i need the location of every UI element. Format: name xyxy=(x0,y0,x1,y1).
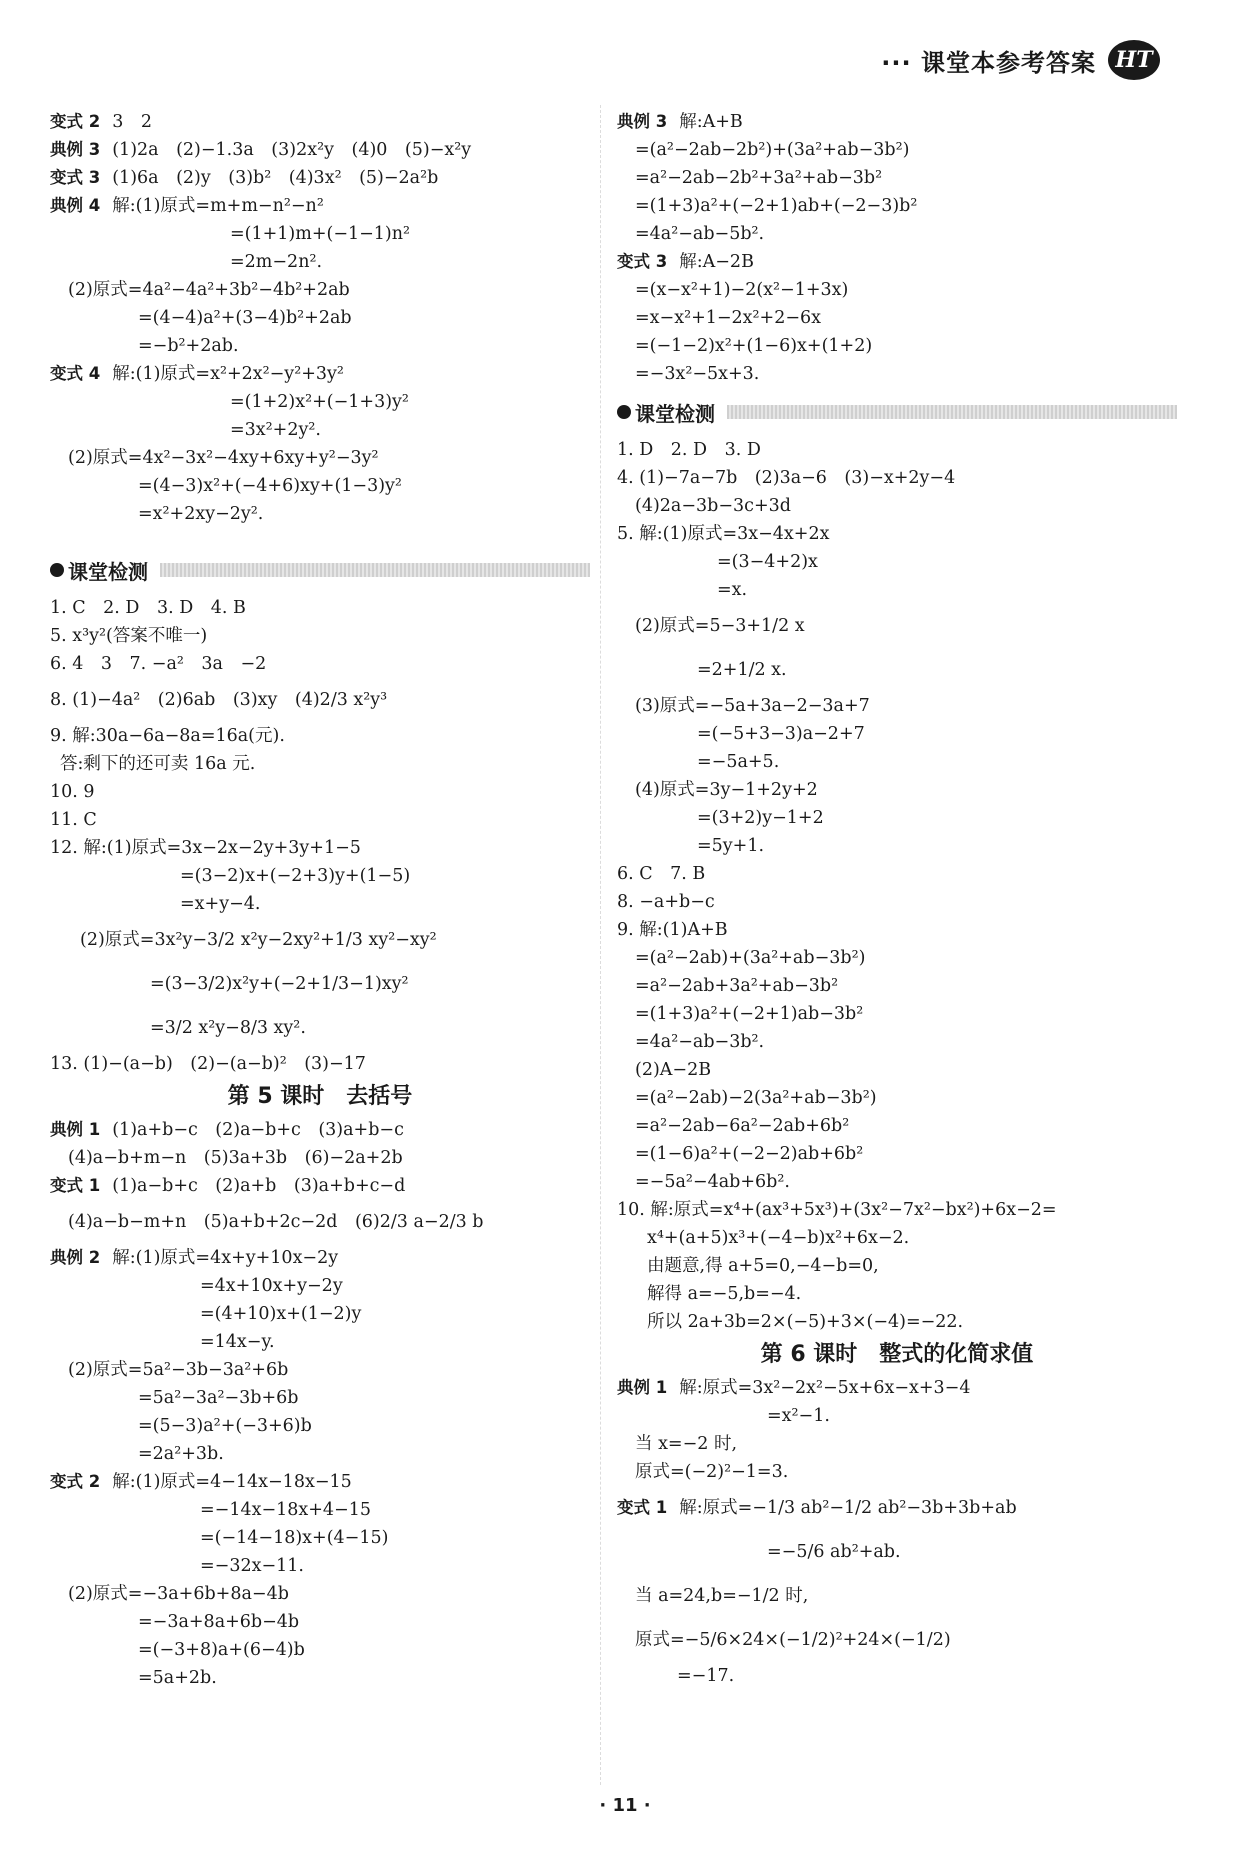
answer-line xyxy=(50,136,590,164)
answer-line xyxy=(50,1384,590,1412)
answer-line xyxy=(617,604,1177,648)
answer-text: (1)2a (2)−1.3a (3)2x²y (4)0 (5)−x²y xyxy=(112,140,472,160)
answer-line xyxy=(617,1000,1177,1028)
example-label: 典例 3 xyxy=(50,140,101,159)
answer-text: =5a+2b. xyxy=(138,1668,217,1688)
answer-line xyxy=(50,594,590,622)
answer-line xyxy=(50,962,590,1006)
answer-line xyxy=(50,360,590,388)
answer-line xyxy=(50,276,590,304)
answer-text: =5a²−3a²−3b+6b xyxy=(138,1388,299,1408)
answer-text: =3x²+2y². xyxy=(230,420,321,440)
answer-line xyxy=(50,1636,590,1664)
answer-text: 10. 解:原式=x⁴+(ax³+5x³)+(3x²−7x²−bx²)+6x−2= xyxy=(617,1200,1057,1220)
answer-text: 6. 4 3 7. −a² 3a −2 xyxy=(50,654,267,674)
answer-text: =(3+2)y−1+2 xyxy=(697,808,824,828)
answer-text: =x²+2xy−2y². xyxy=(138,504,264,524)
answer-line xyxy=(50,1524,590,1552)
section-bar xyxy=(727,405,1177,419)
answer-text: 1. D 2. D 3. D xyxy=(617,440,761,460)
answer-line xyxy=(617,1662,1177,1690)
answer-text: (2)A−2B xyxy=(635,1060,712,1080)
answer-line xyxy=(617,360,1177,388)
answer-line xyxy=(50,862,590,890)
answer-line xyxy=(50,806,590,834)
answer-text: =2m−2n². xyxy=(230,252,323,272)
answer-text: 10. 9 xyxy=(50,782,95,802)
answer-line xyxy=(50,444,590,472)
answer-text: 解:A+B xyxy=(679,112,743,132)
answer-text: (2)原式=4x²−3x²−4xy+6xy+y²−3y² xyxy=(68,448,379,468)
answer-text: 12. 解:(1)原式=3x−2x−2y+3y+1−5 xyxy=(50,838,361,858)
answer-text: 8. (1)−4a² (2)6ab (3)xy (4)2/3 x²y³ xyxy=(50,690,388,710)
answer-line xyxy=(617,304,1177,332)
answer-line xyxy=(50,248,590,276)
answer-text: =4a²−ab−3b². xyxy=(635,1032,765,1052)
answer-text: =−3x²−5x+3. xyxy=(635,364,760,384)
answer-text: 解:原式=3x²−2x²−5x+6x−x+3−4 xyxy=(679,1378,971,1398)
answer-line xyxy=(617,548,1177,576)
answer-text: 原式=−5/6×24×(−1/2)²+24×(−1/2) xyxy=(635,1630,951,1650)
header-title: ··· 课堂本参考答案 xyxy=(881,48,1096,77)
answer-line xyxy=(50,1272,590,1300)
answer-text: =−5a²−4ab+6b². xyxy=(635,1172,790,1192)
answer-line xyxy=(617,1084,1177,1112)
answer-line xyxy=(50,1664,590,1692)
answer-line xyxy=(617,1374,1177,1402)
answer-line xyxy=(50,1328,590,1356)
answer-line xyxy=(617,108,1177,136)
answer-text: =(−14−18)x+(4−15) xyxy=(200,1528,389,1548)
lesson-title: 第 6 课时 整式的化简求值 xyxy=(760,1342,1034,1367)
answer-line xyxy=(617,248,1177,276)
example-label: 典例 4 xyxy=(50,196,101,215)
answer-line xyxy=(617,1308,1177,1336)
answer-line xyxy=(50,500,590,528)
answer-line xyxy=(50,1608,590,1636)
answer-text: 解得 a=−5,b=−4. xyxy=(647,1284,802,1304)
answer-line xyxy=(617,692,1177,720)
answer-line xyxy=(50,890,590,918)
answer-text: 答:剩下的还可卖 16a 元. xyxy=(60,754,256,774)
section-title: 课堂检测 xyxy=(68,559,148,584)
answer-text: =4x+10x+y−2y xyxy=(200,1276,343,1296)
answer-text: 1. C 2. D 3. D 4. B xyxy=(50,598,246,618)
answer-text: =−14x−18x+4−15 xyxy=(200,1500,371,1520)
answer-line xyxy=(50,1050,590,1078)
example-label: 变式 3 xyxy=(50,168,101,187)
page-header xyxy=(881,40,1160,80)
answer-line xyxy=(617,1140,1177,1168)
answer-line xyxy=(617,888,1177,916)
example-label: 典例 2 xyxy=(50,1248,101,1267)
answer-line xyxy=(50,192,590,220)
answer-text: =a²−2ab−6a²−2ab+6b² xyxy=(635,1116,850,1136)
answer-line xyxy=(617,1280,1177,1308)
answer-line xyxy=(617,1574,1177,1618)
answer-line xyxy=(50,416,590,444)
answer-text: 9. 解:(1)A+B xyxy=(617,920,728,940)
answer-line xyxy=(617,1530,1177,1574)
section-heading xyxy=(50,552,590,588)
answer-text: 3 2 xyxy=(112,112,153,132)
answer-text: =5y+1. xyxy=(697,836,765,856)
answer-text: 解:(1)原式=4−14x−18x−15 xyxy=(112,1472,352,1492)
answer-line xyxy=(50,388,590,416)
answer-text: =4a²−ab−5b². xyxy=(635,224,765,244)
example-label: 变式 2 xyxy=(50,112,101,131)
answer-line xyxy=(50,650,590,678)
answer-line xyxy=(617,916,1177,944)
answer-line xyxy=(617,220,1177,248)
answer-line xyxy=(617,1402,1177,1430)
answer-text: =(4−4)a²+(3−4)b²+2ab xyxy=(138,308,352,328)
answer-text: =(3−2)x+(−2+3)y+(1−5) xyxy=(180,866,411,886)
answer-text: =−32x−11. xyxy=(200,1556,304,1576)
answer-text: 13. (1)−(a−b) (2)−(a−b)² (3)−17 xyxy=(50,1054,366,1074)
answer-text: =(−3+8)a+(6−4)b xyxy=(138,1640,305,1660)
column-divider xyxy=(600,105,601,1785)
answer-text: 9. 解:30a−6a−8a=16a(元). xyxy=(50,726,285,746)
example-label: 典例 1 xyxy=(50,1120,101,1139)
answer-text: (3)原式=−5a+3a−2−3a+7 xyxy=(635,696,870,716)
example-label: 变式 3 xyxy=(617,252,668,271)
answer-line xyxy=(617,860,1177,888)
answer-text: =x+y−4. xyxy=(180,894,261,914)
answer-line xyxy=(50,332,590,360)
answer-text: (2)原式=4a²−4a²+3b²−4b²+2ab xyxy=(68,280,350,300)
example-label: 典例 3 xyxy=(617,112,668,131)
answer-text: (4)a−b+m−n (5)3a+3b (6)−2a+2b xyxy=(68,1148,403,1168)
answer-text: =(1−6)a²+(−2−2)ab+6b² xyxy=(635,1144,864,1164)
answer-line xyxy=(617,1458,1177,1486)
right-column xyxy=(617,108,1177,1690)
answer-text: (4)a−b−m+n (5)a+b+2c−2d (6)2/3 a−2/3 b xyxy=(68,1212,484,1232)
answer-line xyxy=(50,678,590,722)
left-column xyxy=(50,108,590,1692)
answer-text: 11. C xyxy=(50,810,97,830)
answer-text: =−3a+8a+6b−4b xyxy=(138,1612,300,1632)
answer-text: =2a²+3b. xyxy=(138,1444,224,1464)
answer-line xyxy=(50,1552,590,1580)
example-label: 变式 1 xyxy=(617,1498,668,1517)
answer-line xyxy=(617,1168,1177,1196)
answer-text: (2)原式=3x²y−3/2 x²y−2xy²+1/3 xy²−xy² xyxy=(80,930,437,950)
bullet-icon xyxy=(50,563,64,577)
answer-text: =−5/6 ab²+ab. xyxy=(767,1542,901,1562)
answer-line xyxy=(50,1144,590,1172)
answer-line xyxy=(617,164,1177,192)
answer-text: =2+1/2 x. xyxy=(697,660,787,680)
bullet-icon xyxy=(617,405,631,419)
answer-text: =(1+1)m+(−1−1)n² xyxy=(230,224,411,244)
section-heading xyxy=(617,394,1177,430)
answer-text: 4. (1)−7a−7b (2)3a−6 (3)−x+2y−4 xyxy=(617,468,956,488)
answer-text: (1)6a (2)y (3)b² (4)3x² (5)−2a²b xyxy=(112,168,439,188)
answer-line xyxy=(617,136,1177,164)
example-label: 典例 1 xyxy=(617,1378,668,1397)
answer-line xyxy=(50,1496,590,1524)
answer-text: (1)a+b−c (2)a−b+c (3)a+b−c xyxy=(112,1120,404,1140)
answer-text: =(4−3)x²+(−4+6)xy+(1−3)y² xyxy=(138,476,402,496)
answer-line xyxy=(50,472,590,500)
answer-text: =(−5+3−3)a−2+7 xyxy=(697,724,865,744)
example-label: 变式 1 xyxy=(50,1176,101,1195)
answer-line xyxy=(50,304,590,332)
answer-line xyxy=(617,1486,1177,1530)
answer-line xyxy=(50,1006,590,1050)
answer-text: 当 a=24,b=−1/2 时, xyxy=(635,1586,809,1606)
answer-text: (2)原式=−3a+6b+8a−4b xyxy=(68,1584,289,1604)
answer-line xyxy=(617,464,1177,492)
answer-text: =x. xyxy=(717,580,748,600)
answer-text: =(a²−2ab−2b²)+(3a²+ab−3b²) xyxy=(635,140,910,160)
answer-text: =a²−2ab+3a²+ab−3b² xyxy=(635,976,839,996)
answer-line xyxy=(617,1056,1177,1084)
answer-line xyxy=(50,622,590,650)
answer-text: 当 x=−2 时, xyxy=(635,1434,738,1454)
answer-text: (1)a−b+c (2)a+b (3)a+b+c−d xyxy=(112,1176,406,1196)
answer-line xyxy=(617,492,1177,520)
answer-line xyxy=(617,436,1177,464)
answer-line xyxy=(617,332,1177,360)
answer-line xyxy=(617,1028,1177,1056)
answer-text: x⁴+(a+5)x³+(−4−b)x²+6x−2. xyxy=(647,1228,910,1248)
answer-text: 解:A−2B xyxy=(679,252,754,272)
answer-line xyxy=(50,834,590,862)
answer-line xyxy=(617,192,1177,220)
answer-text: (4)2a−3b−3c+3d xyxy=(635,496,791,516)
answer-line xyxy=(617,832,1177,860)
answer-line xyxy=(50,1244,590,1272)
answer-text: =(5−3)a²+(−3+6)b xyxy=(138,1416,312,1436)
answer-line xyxy=(50,1356,590,1384)
answer-text: =(1+3)a²+(−2+1)ab−3b² xyxy=(635,1004,864,1024)
answer-text: 由题意,得 a+5=0,−4−b=0, xyxy=(647,1256,879,1276)
answer-text: 解:(1)原式=m+m−n²−n² xyxy=(112,196,324,216)
answer-line xyxy=(50,722,590,750)
answer-text: 5. 解:(1)原式=3x−4x+2x xyxy=(617,524,830,544)
answer-text: =x−x²+1−2x²+2−6x xyxy=(635,308,822,328)
answer-line xyxy=(50,750,590,778)
example-label: 变式 4 xyxy=(50,364,101,383)
section-bar xyxy=(160,563,590,577)
answer-line xyxy=(50,1200,590,1244)
answer-text: 解:(1)原式=x²+2x²−y²+3y² xyxy=(112,364,344,384)
answer-text: =(a²−2ab)+(3a²+ab−3b²) xyxy=(635,948,866,968)
answer-line xyxy=(50,164,590,192)
answer-text: =(1+2)x²+(−1+3)y² xyxy=(230,392,409,412)
answer-text: =x²−1. xyxy=(767,1406,830,1426)
answer-line xyxy=(50,778,590,806)
spacer xyxy=(50,528,590,546)
answer-text: =(4+10)x+(1−2)y xyxy=(200,1304,362,1324)
answer-text: =−17. xyxy=(677,1666,735,1686)
answer-line xyxy=(50,1440,590,1468)
answer-line xyxy=(50,1580,590,1608)
answer-text: =(3−3/2)x²y+(−2+1/3−1)xy² xyxy=(150,974,409,994)
answer-text: =−b²+2ab. xyxy=(138,336,239,356)
answer-text: =(1+3)a²+(−2+1)ab+(−2−3)b² xyxy=(635,196,918,216)
answer-text: (2)原式=5−3+1/2 x xyxy=(635,616,805,636)
answer-line xyxy=(617,804,1177,832)
publisher-logo: HT xyxy=(1108,40,1160,80)
answer-text: =(−1−2)x²+(1−6)x+(1+2) xyxy=(635,336,873,356)
answer-line xyxy=(617,748,1177,776)
lesson-title: 第 5 课时 去括号 xyxy=(227,1084,413,1109)
answer-text: 5. x³y²(答案不唯一) xyxy=(50,626,208,646)
answer-line xyxy=(50,1412,590,1440)
answer-text: 原式=(−2)²−1=3. xyxy=(635,1462,789,1482)
answer-text: =3/2 x²y−8/3 xy². xyxy=(150,1018,306,1038)
answer-text: (2)原式=5a²−3b−3a²+6b xyxy=(68,1360,289,1380)
answer-text: =14x−y. xyxy=(200,1332,275,1352)
answer-line xyxy=(50,1116,590,1144)
answer-line xyxy=(50,1468,590,1496)
answer-text: =(a²−2ab)−2(3a²+ab−3b²) xyxy=(635,1088,877,1108)
answer-text: 解:原式=−1/3 ab²−1/2 ab²−3b+3b+ab xyxy=(679,1498,1017,1518)
answer-line xyxy=(50,220,590,248)
answer-line xyxy=(617,1430,1177,1458)
answer-line xyxy=(617,576,1177,604)
answer-line xyxy=(50,918,590,962)
answer-text: =−5a+5. xyxy=(697,752,780,772)
answer-line xyxy=(50,1172,590,1200)
answer-line xyxy=(617,1618,1177,1662)
answer-line xyxy=(617,972,1177,1000)
answer-text: (4)原式=3y−1+2y+2 xyxy=(635,780,818,800)
answer-text: 解:(1)原式=4x+y+10x−2y xyxy=(112,1248,339,1268)
answer-line xyxy=(617,276,1177,304)
answer-text: =(3−4+2)x xyxy=(717,552,818,572)
answer-line xyxy=(617,720,1177,748)
section-title: 课堂检测 xyxy=(635,401,715,426)
answer-line xyxy=(50,108,590,136)
answer-text: =(x−x²+1)−2(x²−1+3x) xyxy=(635,280,849,300)
answer-text: =a²−2ab−2b²+3a²+ab−3b² xyxy=(635,168,883,188)
answer-text: 8. −a+b−c xyxy=(617,892,715,912)
answer-line xyxy=(617,1112,1177,1140)
page-number: · 11 · xyxy=(599,1795,651,1816)
answer-line xyxy=(50,1300,590,1328)
answer-line xyxy=(617,520,1177,548)
answer-line xyxy=(617,944,1177,972)
answer-line xyxy=(617,1224,1177,1252)
answer-line xyxy=(617,1252,1177,1280)
answer-line xyxy=(617,776,1177,804)
answer-line xyxy=(617,1196,1177,1224)
example-label: 变式 2 xyxy=(50,1472,101,1491)
answer-text: 6. C 7. B xyxy=(617,864,706,884)
answer-text: 所以 2a+3b=2×(−5)+3×(−4)=−22. xyxy=(647,1312,964,1332)
answer-line xyxy=(617,648,1177,692)
